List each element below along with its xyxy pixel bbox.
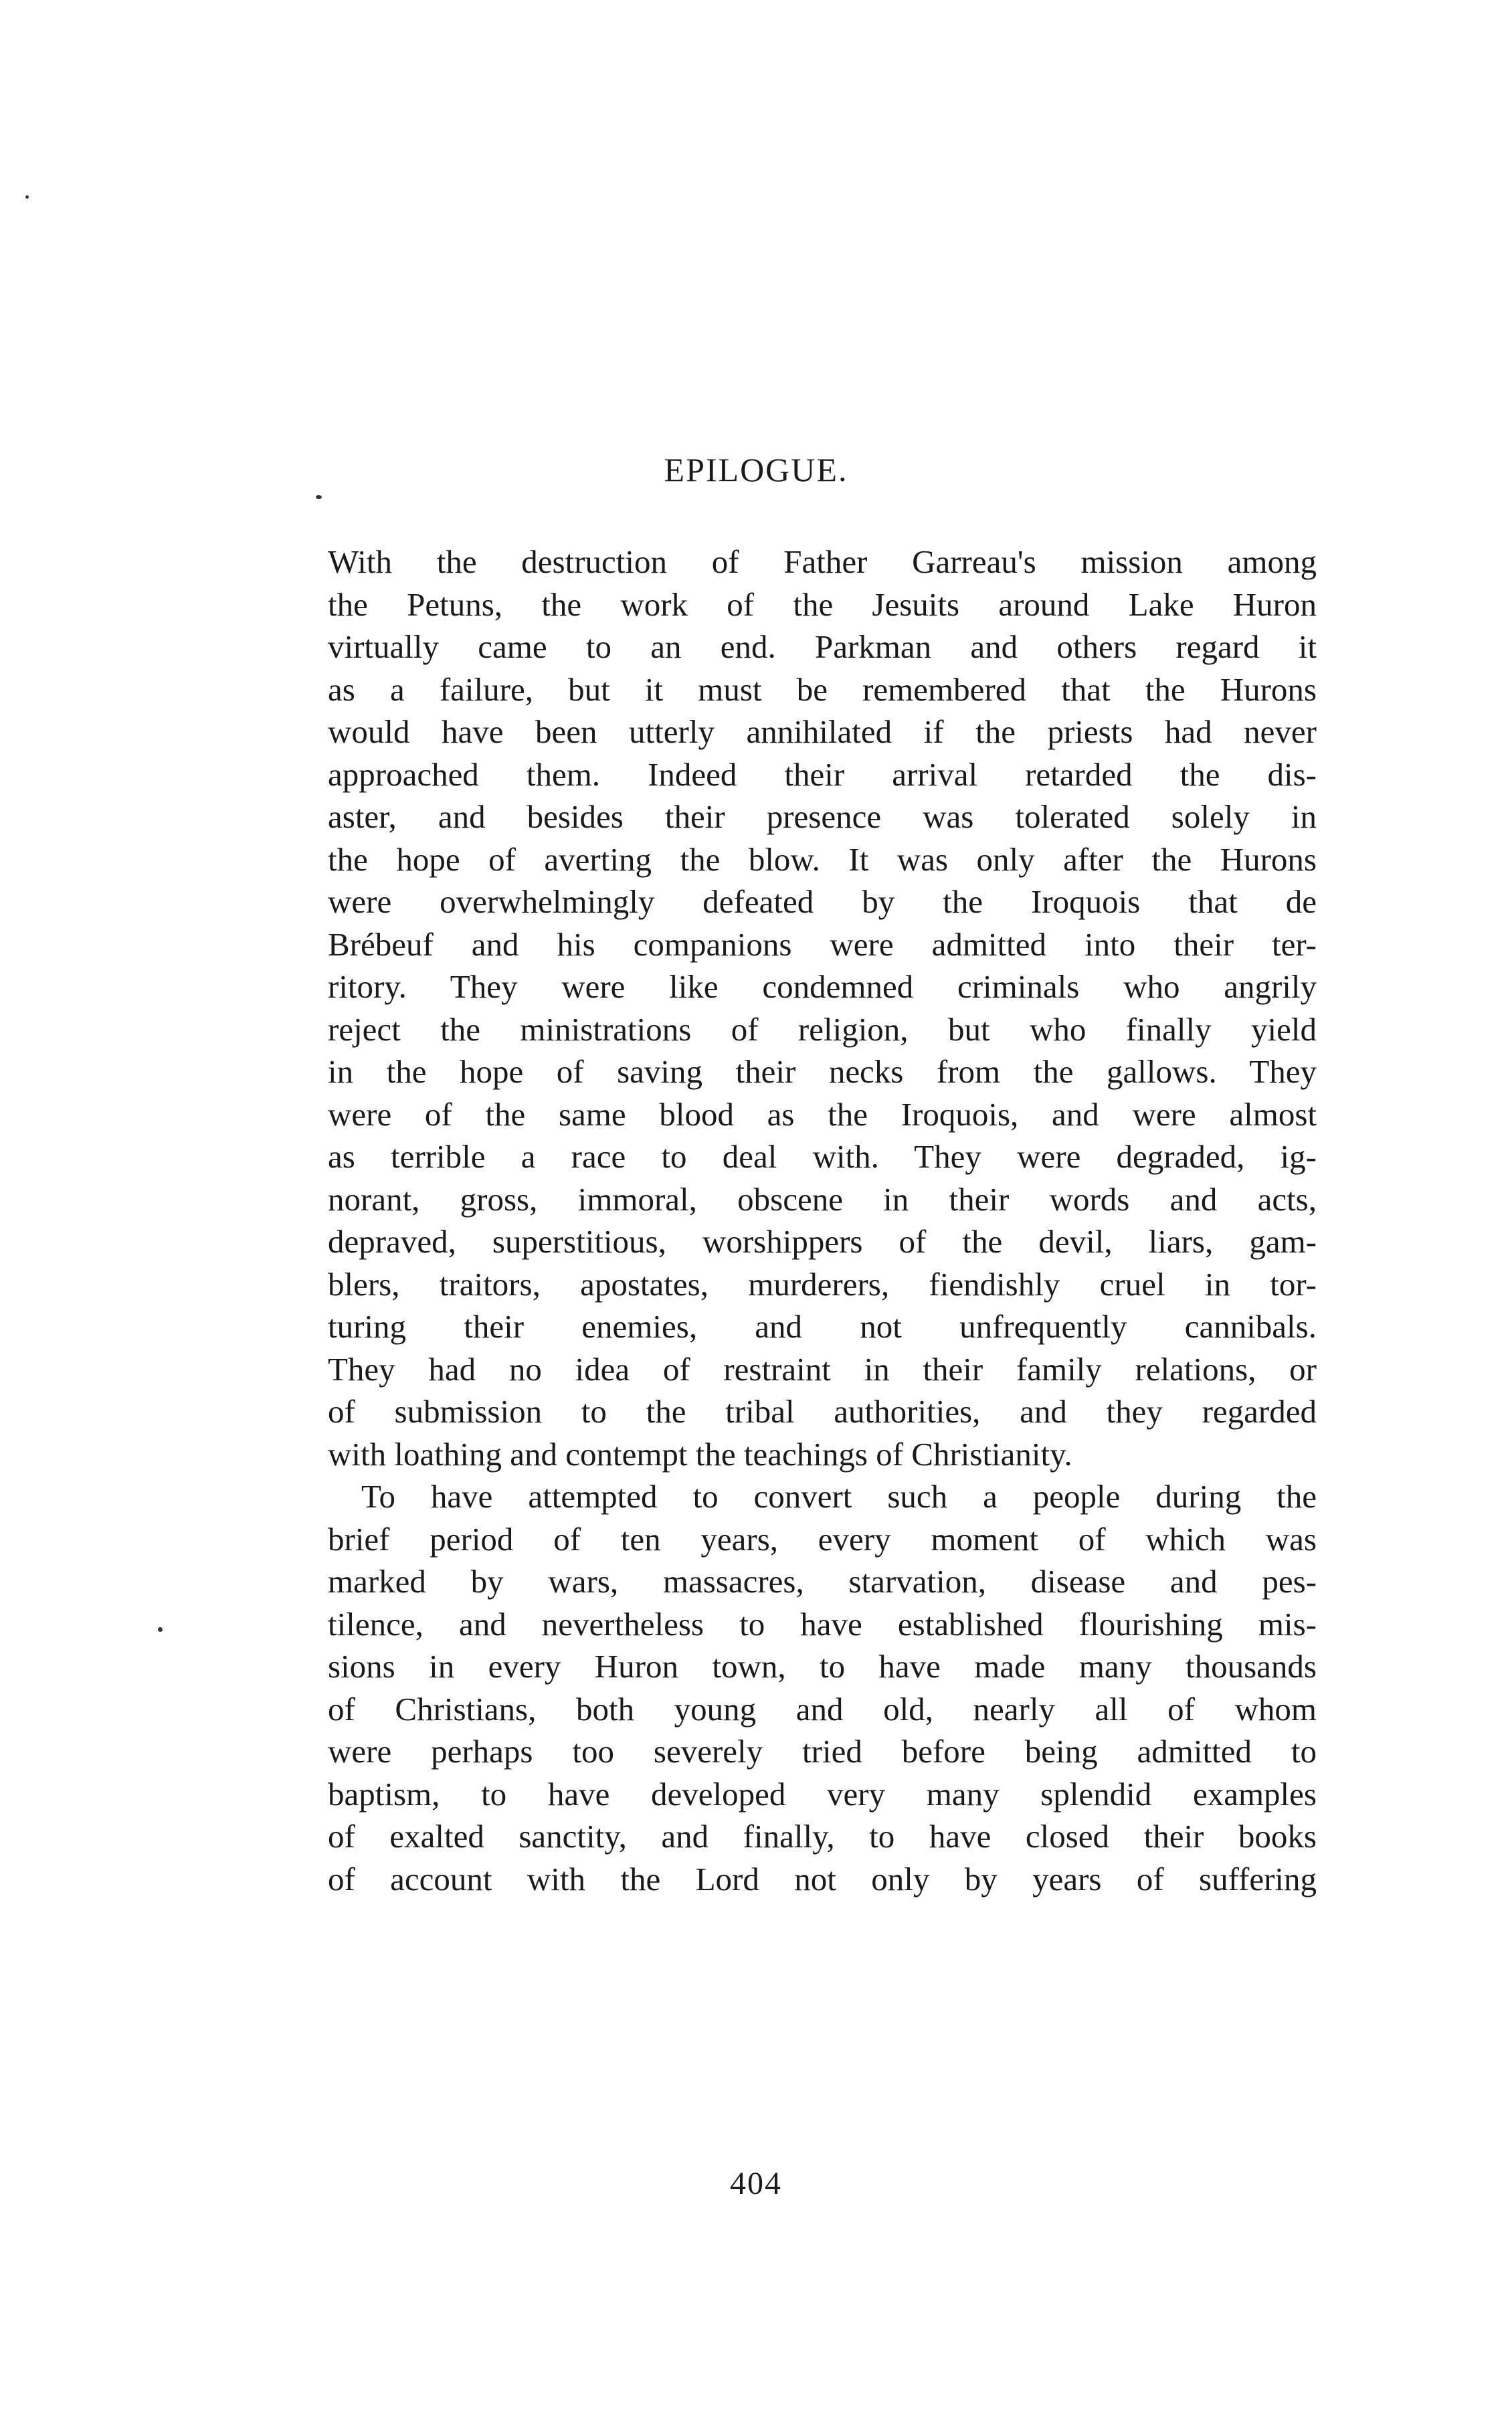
chapter-heading: EPILOGUE. bbox=[664, 451, 848, 488]
text-line: of Christians, both young and old, nearly all of whom bbox=[328, 1690, 1317, 1728]
text-line: sions in every Huron town, to have made many thousands bbox=[328, 1648, 1317, 1685]
text-line: They had no idea of restraint in their family relations, or bbox=[328, 1350, 1317, 1388]
text-line: were perhaps too severely tried before being admitted to bbox=[328, 1733, 1317, 1770]
text-line: the hope of averting the blow. It was only after the Hurons bbox=[328, 840, 1317, 878]
text-line: marked by wars, massacres, starvation, disease and pes- bbox=[328, 1563, 1317, 1600]
text-line: with loathing and contempt the teachings of Christianity. bbox=[328, 1435, 1072, 1473]
text-line: in the hope of saving their necks from the gallows. They bbox=[328, 1053, 1317, 1090]
text-line: of submission to the tribal authorities, and they regarded bbox=[328, 1393, 1317, 1430]
text-line: tilence, and nevertheless to have established flourishing mis- bbox=[328, 1605, 1317, 1643]
text-line: baptism, to have developed very many splendid examples bbox=[328, 1775, 1317, 1813]
text-line: were of the same blood as the Iroquois, and were almost bbox=[328, 1095, 1317, 1133]
text-line: Brébeuf and his companions were admitted into their ter- bbox=[328, 925, 1317, 963]
text-line: of exalted sanctity, and finally, to have closed their books bbox=[328, 1818, 1317, 1855]
print-speck bbox=[316, 495, 322, 499]
text-line: brief period of ten years, every moment of which was bbox=[328, 1520, 1317, 1558]
text-line: depraved, superstitious, worshippers of the devil, liars, gam- bbox=[328, 1223, 1317, 1260]
text-line: were overwhelmingly defeated by the Iroquois that de bbox=[328, 883, 1317, 920]
print-speck bbox=[158, 1627, 163, 1632]
text-line: With the destruction of Father Garreau's mission among bbox=[328, 543, 1317, 580]
text-line: approached them. Indeed their arrival retarded the dis- bbox=[328, 755, 1317, 793]
body-text bbox=[328, 541, 1317, 1900]
text-line: as a failure, but it must be remembered that the Hurons bbox=[328, 670, 1317, 708]
text-line: reject the ministrations of religion, but who finally yield bbox=[328, 1010, 1317, 1048]
text-line: norant, gross, immoral, obscene in their words and acts, bbox=[328, 1180, 1317, 1218]
text-line: ritory. They were like condemned criminals who angrily bbox=[328, 968, 1317, 1005]
print-speck bbox=[25, 195, 29, 199]
text-line: blers, traitors, apostates, murderers, fiendishly cruel in tor- bbox=[328, 1265, 1317, 1303]
page-number: 404 bbox=[730, 2166, 782, 2201]
text-line: virtually came to an end. Parkman and others regard it bbox=[328, 628, 1317, 665]
text-line: the Petuns, the work of the Jesuits around Lake Huron bbox=[328, 585, 1317, 623]
text-line: To have attempted to convert such a people during the bbox=[361, 1478, 1317, 1515]
text-line: of account with the Lord not only by years of suffering bbox=[328, 1860, 1317, 1897]
text-line: aster, and besides their presence was tolerated solely in bbox=[328, 798, 1317, 835]
text-line: turing their enemies, and not unfrequently cannibals. bbox=[328, 1308, 1317, 1345]
text-line: as terrible a race to deal with. They were degraded, ig- bbox=[328, 1138, 1317, 1175]
text-line: would have been utterly annihilated if the priests had never bbox=[328, 713, 1317, 750]
